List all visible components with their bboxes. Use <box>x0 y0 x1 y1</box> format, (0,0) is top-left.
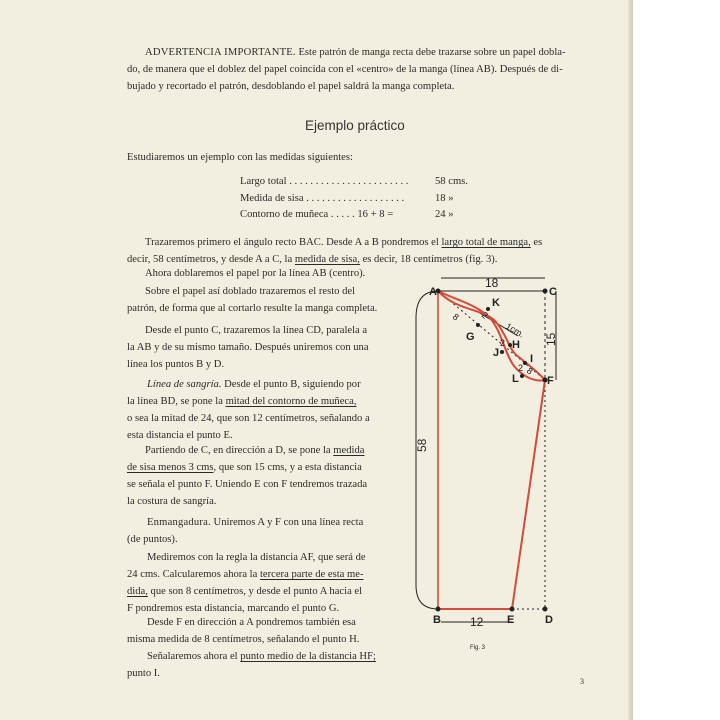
text: punto I. <box>127 668 160 679</box>
measure-value: 24 » <box>435 209 454 220</box>
text: , que son 15 cms, y a esta distancia <box>213 462 362 473</box>
text: Sobre el papel así doblado trazaremos el resto del <box>145 286 356 297</box>
dim-label-left: 58 <box>415 438 429 452</box>
text: patrón, de forma que al cortarlo resulte la manga completa. <box>127 303 378 314</box>
measure-label: Contorno de muñeca . . . . . 16 + 8 = <box>240 209 394 220</box>
text: (de puntos). <box>127 534 178 545</box>
dim-label-top: 18 <box>485 276 499 290</box>
text: se señala el punto F. Uniendo E con F tendremos trazada <box>127 479 368 490</box>
text: misma medida de 8 centímetros, señalando el punto H. <box>127 634 360 645</box>
point-b <box>436 607 441 612</box>
point-d <box>543 607 548 612</box>
underlined-text: punto medio de la distancia HF; <box>240 651 376 662</box>
text: Desde el punto B, siguiendo por <box>224 379 361 390</box>
dim-label-curve: 1cm. <box>504 321 526 340</box>
dim-label-g: 8 <box>450 311 461 323</box>
label-f: F <box>547 375 554 387</box>
heading-inline: Enmangadura. <box>147 517 211 528</box>
label-b: B <box>433 614 441 626</box>
text: es decir, 18 centímetros (fig. 3). <box>362 254 498 265</box>
point-i <box>523 361 527 365</box>
text: es <box>533 237 543 248</box>
underlined-text: dida, <box>127 586 148 597</box>
underlined-text: de sisa menos 3 cms <box>127 462 214 473</box>
underlined-text: tercera parte de esta me- <box>259 569 364 580</box>
point-g <box>476 323 480 327</box>
label-i: I <box>530 353 534 365</box>
point-e <box>510 607 515 612</box>
text: línea los puntos B y D. <box>127 359 225 370</box>
text: o sea la mitad de 24, que son 12 centímetros, señalando a <box>127 413 370 424</box>
underlined-text: mitad del contorno de muñeca, <box>225 396 357 407</box>
measure-label: Medida de sisa . . . . . . . . . . . . . . . . . . . <box>240 193 405 204</box>
text: que son 8 centímetros, y desde el punto A hacia el <box>150 586 363 597</box>
label-e: E <box>507 614 515 626</box>
text: Desde el punto C, trazaremos la línea CD, paralela a <box>145 325 368 336</box>
pattern-seam <box>512 380 545 609</box>
dim-label-k: 2 <box>479 309 490 321</box>
text: la AB y de su mismo tamaño. Después uniremos con una <box>127 342 369 353</box>
underlined-text: medida de sisa, <box>294 254 360 265</box>
dim-label-j: 2 <box>500 338 506 348</box>
pattern-points <box>436 289 548 612</box>
intro-line-3: bujado y recortado el patrón, desdoblando el papel saldrá la manga completa. <box>127 81 455 92</box>
measure-label: Largo total . . . . . . . . . . . . . . . . . . . . . . . <box>240 176 409 187</box>
text: Uniremos A y F con una línea recta <box>213 517 364 528</box>
point-j <box>500 350 504 354</box>
dim-label-h: 8 <box>524 365 535 377</box>
section-title: Ejemplo práctico <box>305 118 405 133</box>
label-k: K <box>492 297 500 309</box>
measure-value: 58 cms. <box>435 176 468 187</box>
label-j: J <box>493 347 500 359</box>
paragraph-fold: Ahora doblaremos el papel por la línea AB (centro). <box>145 268 366 279</box>
intro-lead: ADVERTENCIA IMPORTANTE. <box>145 47 296 58</box>
point-l <box>520 374 524 378</box>
label-g: G <box>466 331 475 343</box>
measure-value: 18 » <box>435 193 454 204</box>
text: Mediremos con la regla la distancia AF, que será de <box>147 552 366 563</box>
text: 24 cms. Calcularemos ahora la <box>127 569 258 580</box>
underlined-text: medida <box>333 445 365 456</box>
text: decir, 58 centímetros, y desde A a C, la <box>127 254 293 265</box>
dim-label-bottom: 12 <box>470 615 484 629</box>
text: esta distancia el punto E. <box>127 430 233 441</box>
label-l: L <box>512 373 519 385</box>
label-h: H <box>512 339 520 351</box>
label-c: C <box>549 286 557 298</box>
text: la costura de sangría. <box>127 496 217 507</box>
text: F pondremos esta distancia, marcando el punto G. <box>127 603 340 614</box>
intro-line-2: do, de manera que el doblez del papel coincida con el «centro» de la manga (línea AB). Después de di- <box>127 64 563 75</box>
text: Señalaremos ahora el <box>147 651 238 662</box>
figure-caption: Fig. 3 <box>470 645 486 651</box>
text: Partiendo de C, en dirección a D, se pone la <box>145 445 331 456</box>
text: Desde F en dirección a A pondremos también esa <box>147 617 356 628</box>
page-number: 3 <box>580 677 584 686</box>
dim-label-right: 15 <box>544 332 558 346</box>
point-c <box>543 289 548 294</box>
text: la línea BD, se pone la <box>127 396 223 407</box>
heading-inline: Línea de sangría. <box>147 379 222 390</box>
underlined-text: largo total de manga, <box>441 237 531 248</box>
label-d: D <box>545 614 553 626</box>
intro-line-1: Este patrón de manga recta debe trazarse sobre un papel dobla- <box>298 47 566 58</box>
example-intro: Estudiaremos un ejemplo con las medidas siguientes: <box>127 152 353 163</box>
label-a: A <box>429 286 437 298</box>
text: Trazaremos primero el ángulo recto BAC. Desde A a B pondremos el <box>145 237 439 248</box>
dim-label-l: 2 <box>518 363 524 373</box>
